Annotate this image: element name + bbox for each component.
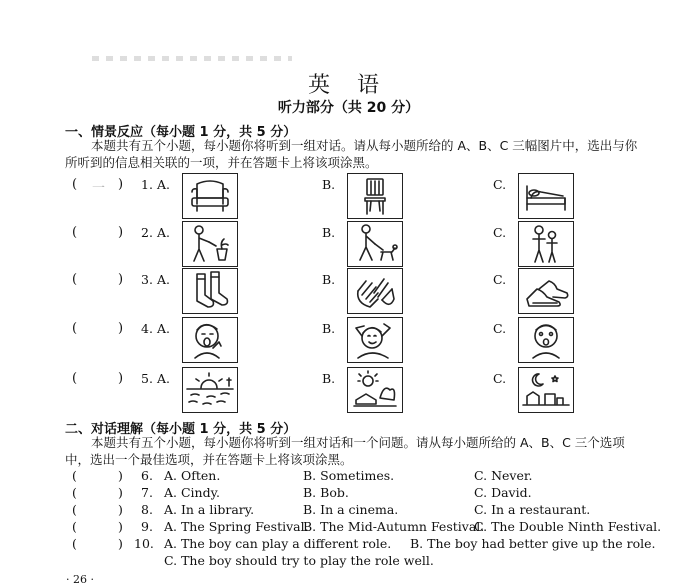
option-a[interactable]: A. Cindy. [164,485,220,500]
answer-paren-right: ) [118,371,124,386]
person-watering-plant-icon[interactable] [182,221,238,267]
option-c[interactable]: C. In a restaurant. [474,502,591,517]
chair-icon[interactable] [347,173,403,219]
option-c[interactable]: C. David. [474,485,532,500]
boy-relaxing-icon[interactable] [347,317,403,363]
picture-question-row [0,365,697,415]
question-number: 1. [141,177,153,192]
gloves-icon[interactable] [347,268,403,314]
option-label: C. [493,272,507,287]
option-label: A. [157,321,171,336]
scan-smudge [92,56,292,61]
section2-heading: 二、对话理解（每小题 1 分，共 5 分） [65,422,297,437]
answer-paren-left: ( [72,502,77,517]
answer-paren-right: ) [118,272,124,287]
question-number: 2. [141,225,153,240]
answer-paren-right: ) [118,321,124,336]
picture-question-row [0,219,697,269]
dialogue-question-row [0,468,697,485]
armchair-icon[interactable] [182,173,238,219]
option-label: A. [157,272,171,287]
option-a[interactable]: A. The Spring Festival. [164,519,309,534]
answer-paren-left: ( [72,371,78,386]
section2-instruction: 本题共有五个小题，每小题你将听到一组对话和一个问题。请从每小题所给的 A、B、C 三个选项中，选出一个最佳选项，并在答题卡上将该项涂黑。 [65,435,625,467]
option-label: A. [157,225,171,240]
socks-icon[interactable] [182,268,238,314]
dialogue-question-row [0,502,697,519]
option-label: A. [157,177,171,192]
option-c[interactable]: C. The boy should try to play the role well. [164,553,434,568]
dialogue-question-row [0,485,697,502]
sun-over-village-icon[interactable] [347,367,403,413]
option-label: C. [493,371,507,386]
answer-paren-right: ) [118,502,123,517]
answer-paren-left: ( [72,519,77,534]
answer-paren-right: ) [118,485,123,500]
answer-mark: 一 [92,181,106,196]
dialogue-question-row [0,519,697,536]
option-label: C. [493,177,507,192]
question-number: 10. [134,536,154,551]
question-number: 7. [141,485,153,500]
option-b[interactable]: B. Bob. [303,485,349,500]
option-b[interactable]: B. Sometimes. [303,468,395,483]
question-number: 6. [141,468,153,483]
option-label: B. [322,272,336,287]
answer-paren-left: ( [72,468,77,483]
answer-paren-left: ( [72,272,78,287]
option-b[interactable]: B. In a cinema. [303,502,399,517]
page-subtitle: 听力部分（共 20 分） [277,100,420,116]
option-label: B. [322,371,336,386]
option-label: B. [322,177,336,192]
two-people-icon[interactable] [518,221,574,267]
option-label: C. [493,321,507,336]
section1-instruction: 本题共有五个小题，每小题你将听到一组对话。请从每小题所给的 A、B、C 三幅图片中，选出与你所听到的信息相关联的一项，并在答题卡上将该项涂黑。 [65,138,638,170]
shoes-icon[interactable] [518,268,574,314]
question-number: 9. [141,519,153,534]
answer-paren-left: ( [72,177,78,192]
moon-over-houses-icon[interactable] [518,367,574,413]
answer-paren-right: ) [118,468,123,483]
page-title: 英 语 [308,73,389,98]
option-b[interactable]: B. The Mid-Autumn Festival. [303,519,485,534]
picture-question-row [0,266,697,316]
boy-yawning-icon[interactable] [182,317,238,363]
picture-question-row [0,315,697,365]
option-c[interactable]: C. Never. [474,468,533,483]
person-walking-dog-icon[interactable] [347,221,403,267]
option-a[interactable]: A. The boy can play a different role. [164,536,392,551]
answer-paren-right: ) [118,519,123,534]
option-a[interactable]: A. In a library. [164,502,255,517]
answer-paren-right: ) [118,536,123,551]
question-number: 5. [141,371,153,386]
sunset-over-water-icon[interactable] [182,367,238,413]
picture-question-row [0,171,697,221]
answer-paren-right: ) [118,177,124,192]
page-number: · 26 · [66,573,94,586]
dialogue-question-row [0,536,697,568]
bed-icon[interactable] [518,173,574,219]
option-label: B. [322,321,336,336]
section1-heading: 一、情景反应（每小题 1 分，共 5 分） [65,125,297,140]
option-label: B. [322,225,336,240]
boy-surprised-icon[interactable] [518,317,574,363]
answer-paren-left: ( [72,225,78,240]
question-number: 3. [141,272,153,287]
answer-paren-right: ) [118,225,124,240]
question-number: 8. [141,502,153,517]
option-b[interactable]: B. The boy had better give up the role. [410,536,656,551]
question-number: 4. [141,321,153,336]
option-a[interactable]: A. Often. [164,468,221,483]
answer-paren-left: ( [72,536,77,551]
option-c[interactable]: C. The Double Ninth Festival. [474,519,662,534]
answer-paren-left: ( [72,321,78,336]
answer-paren-left: ( [72,485,77,500]
option-label: C. [493,225,507,240]
option-label: A. [157,371,171,386]
